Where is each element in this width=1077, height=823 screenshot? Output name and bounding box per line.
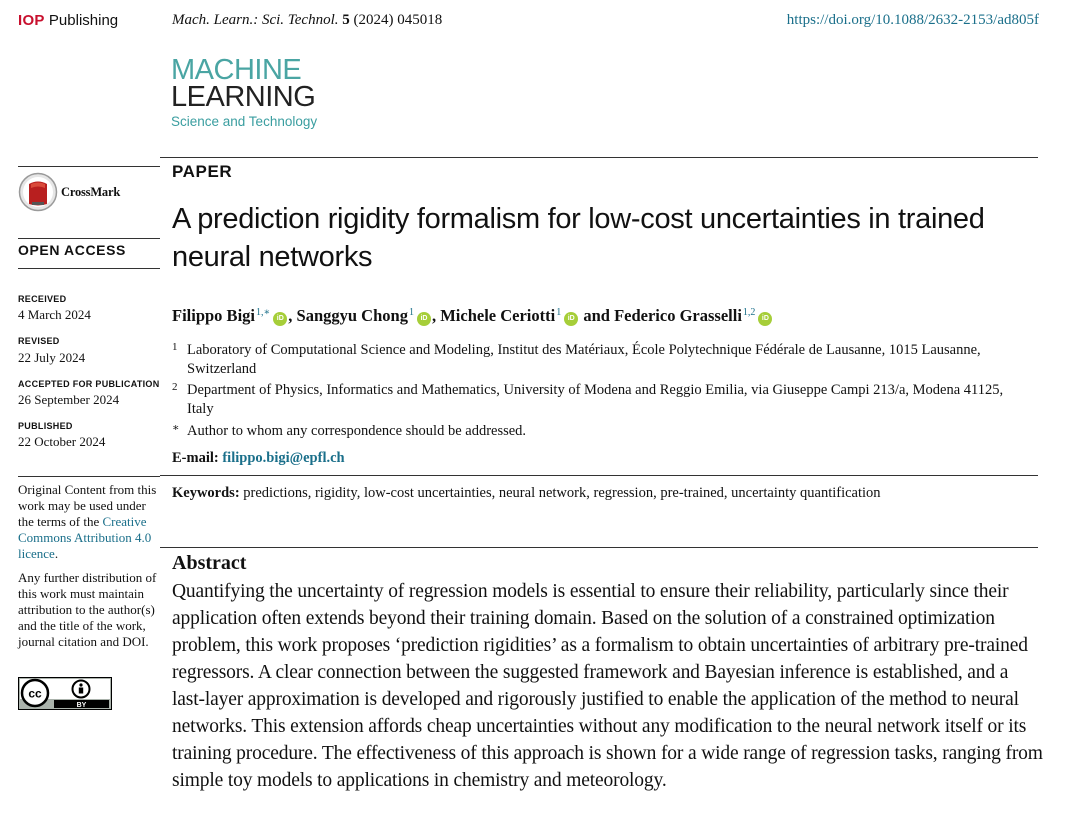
crossmark-badge[interactable] <box>18 172 120 212</box>
date-value-accepted: 26 September 2024 <box>18 392 120 407</box>
crossmark-icon <box>18 172 58 212</box>
journal-logo-line1: MACHINE <box>171 54 302 86</box>
email-line <box>172 450 345 467</box>
keywords-label: Keywords: <box>172 485 240 501</box>
journal-reference <box>172 12 442 29</box>
author-affiliation-sup: 1 <box>556 306 562 318</box>
orcid-icon[interactable]: iD <box>564 312 578 326</box>
author-separator: , <box>288 306 297 325</box>
journal-abbrev: Mach. Learn.: Sci. Technol. <box>172 12 339 28</box>
license-suffix: . <box>54 546 59 561</box>
section-divider <box>160 475 1038 476</box>
affiliation-mark: ∗ <box>172 422 180 434</box>
paper-title: A prediction rigidity formalism for low-cost uncertainties in trained neural networks <box>172 203 985 273</box>
cc-by-badge[interactable] <box>18 677 112 710</box>
author-affiliation-sup: 1,∗ <box>255 306 271 318</box>
orcid-icon[interactable]: iD <box>417 312 431 326</box>
date-label-received: RECEIVED <box>18 294 67 304</box>
further-distribution-text: Any further distribution of this work must maintain attribution to the author(s) and the title of the work, journal citation and DOI. <box>18 570 157 649</box>
affiliation-text: Department of Physics, Informatics and Mathematics, University of Modena and Reggio Emilia, via Giuseppe Campi 213/a, Modena 41125, Italy <box>187 382 1004 417</box>
sidebar-divider <box>18 476 160 477</box>
author-list <box>172 306 773 326</box>
date-value-published: 22 October 2024 <box>18 434 106 449</box>
email-link[interactable]: filippo.bigi@epfl.ch <box>222 450 345 466</box>
abstract-heading: Abstract <box>172 552 247 574</box>
sidebar-divider <box>18 268 160 269</box>
journal-year-issue: (2024) 045018 <box>353 12 443 28</box>
author-separator: and <box>579 306 615 325</box>
author-separator: , <box>431 306 441 325</box>
author-name[interactable]: Michele Ceriotti <box>440 306 556 325</box>
crossmark-label: CrossMark <box>61 184 121 199</box>
author-name[interactable]: Filippo Bigi <box>172 306 255 325</box>
affiliation-1 <box>172 341 1022 379</box>
license-prefix: Original Content from this work may be used under the terms of the <box>18 482 157 529</box>
publisher-word: Publishing <box>48 12 119 29</box>
journal-logo-line3: Science and Technology <box>171 114 318 129</box>
abstract-divider <box>160 547 1038 548</box>
keywords-text: predictions, rigidity, low-cost uncertainties, neural network, regression, pre-trained, uncertainty quantification <box>243 485 881 501</box>
author-affiliation-sup: 1 <box>408 306 414 318</box>
header-divider <box>160 157 1038 158</box>
correspondence-note <box>172 422 1022 441</box>
affiliation-mark: 1 <box>172 341 178 353</box>
author-name[interactable]: Sanggyu Chong <box>296 306 408 325</box>
sidebar-divider <box>18 166 160 167</box>
date-value-received: 4 March 2024 <box>18 307 91 322</box>
keywords-line <box>172 485 881 502</box>
affiliation-text: Author to whom any correspondence should be addressed. <box>187 423 527 439</box>
open-access-label: OPEN ACCESS <box>18 242 126 258</box>
affiliation-text: Laboratory of Computational Science and Modeling, Institut des Matériaux, École Polytechnique Fédérale de Lausanne, 1015 Lausanne, Switzerland <box>187 342 981 377</box>
orcid-icon[interactable]: iD <box>273 312 287 326</box>
publisher-logo <box>18 12 118 29</box>
date-label-revised: REVISED <box>18 336 60 346</box>
journal-logo <box>171 56 317 129</box>
journal-logo-line2: LEARNING <box>171 81 316 113</box>
author-name[interactable]: Federico Grasselli <box>614 306 742 325</box>
publisher-brand: IOP <box>18 12 45 29</box>
svg-text:cc: cc <box>28 686 42 701</box>
orcid-icon[interactable]: iD <box>758 312 772 326</box>
email-label: E-mail: <box>172 450 219 466</box>
license-link[interactable]: Creative Commons Attribution 4.0 licence <box>18 514 152 561</box>
date-value-revised: 22 July 2024 <box>18 350 86 365</box>
date-label-accepted: ACCEPTED FOR PUBLICATION <box>18 379 160 389</box>
abstract-text: Quantifying the uncertainty of regression models is essential to ensure their reliability, particularly since their application often extends beyond their training domain. Based on the solution of a constrained optimization problem, this work proposes ‘prediction rigidities’ as a formalism to obtain uncertainties of arbitrary pre-trained regressors. A clear connection between the suggested framework and Bayesian inference is established, and a last-layer approximation is developed and rigorously justified to enable the application of the method to neural networks. This extension affords cheap uncertainties without any modification to the neural network itself or its training procedure. The effectiveness of this approach is shown for a wide range of regression tasks, ranging from simple toy models to applications in chemistry and meteorology. <box>172 581 1043 791</box>
article-type-label: PAPER <box>172 162 233 181</box>
journal-volume: 5 <box>342 12 350 28</box>
author-affiliation-sup: 1,2 <box>742 306 756 318</box>
cc-badge-text: BY <box>76 702 87 710</box>
license-text <box>18 482 158 562</box>
date-label-published: PUBLISHED <box>18 421 73 431</box>
affiliation-2 <box>172 381 1022 419</box>
affiliation-mark: 2 <box>172 381 178 393</box>
sidebar-divider <box>18 238 160 239</box>
doi-link[interactable]: https://doi.org/10.1088/2632-2153/ad805f <box>786 12 1039 28</box>
